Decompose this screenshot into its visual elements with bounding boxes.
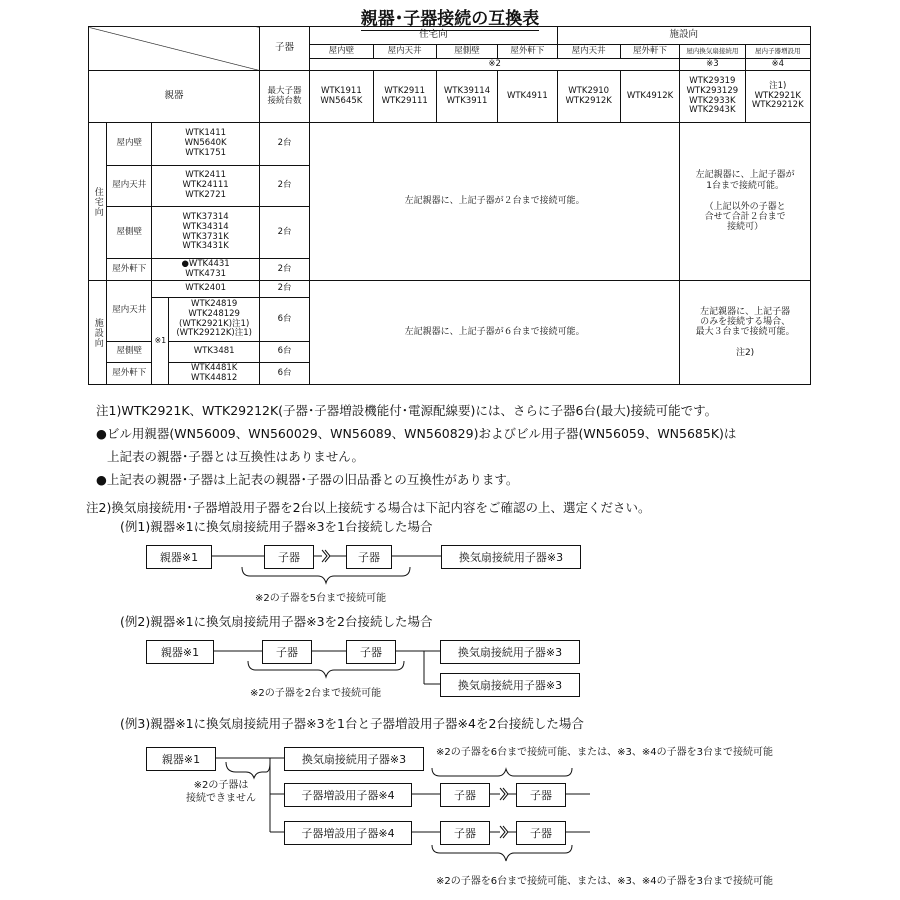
ex3-child-box: 子器 [440,783,490,807]
child-model-cell: WTK39114 WTK3911 [436,71,497,123]
note2-cell: ※2 [310,59,680,71]
row-models: WTK2401 [152,281,260,298]
facility-merge-cell: 左記親器に、上記子器が６台まで接続可能。 [310,281,680,385]
subheader-cell: 屋内天井 [373,45,436,59]
ex2-note: ※2の子器を2台まで接続可能 [250,688,382,699]
group-residential: 住宅向 [89,123,107,281]
facility-right-cell: 左記親器に、上記子器 のみを接続する場合、 最大３台まで接続可能。 注2) [680,281,811,385]
row-max: 2台 [259,281,309,298]
note-line: 上記表の親器･子器とは互換性はありません。 [107,449,365,464]
ex1-parent-box: 親器※1 [146,545,212,569]
example2-title: (例2)親器※1に換気扇接続用子器※3を2台接続した場合 [120,614,433,629]
ex2-fan-box: 換気扇接続用子器※3 [440,640,580,664]
ex1-note: ※2の子器を5台まで接続可能 [255,593,387,604]
page-title: 親器･子器接続の互換表 [360,9,540,29]
row-models: WTK3481 [169,342,259,363]
residential-merge-cell: 左記親器に、上記子器が２台まで接続可能。 [310,123,680,281]
row-category: 屋外軒下 [107,259,152,281]
ex3-child-box: 子器 [516,783,566,807]
group-facility: 施設向 [89,281,107,385]
row-category: 屋内天井 [107,281,152,342]
subheader-cell: 屋内天井 [557,45,620,59]
subheader-cell: 屋外軒下 [620,45,679,59]
child-model-cell: WTK4911 [498,71,557,123]
facility-header: 施設向 [557,27,810,45]
subheader-cell: 屋内子器増設用 [745,45,810,59]
ex3-note-top: ※2の子器を6台まで接続可能、または、※3、※4の子器を3台まで接続可能 [436,747,773,758]
ex1-child-box: 子器 [264,545,314,569]
row-models: WTK1411 WN5640K WTK1751 [152,123,260,166]
note3-cell: ※3 [680,59,745,71]
child-model-cell: WTK29319 WTK293129 WTK2933K WTK2943K [680,71,745,123]
ex3-add-box: 子器増設用子器※4 [284,821,412,845]
ex3-add-box: 子器増設用子器※4 [284,783,412,807]
subheader-cell: 屋外軒下 [498,45,557,59]
child-header: 子器 [259,27,309,71]
ex3-child-box: 子器 [440,821,490,845]
mark1-cell: ※1 [152,298,169,385]
ex3-child-box: 子器 [516,821,566,845]
ex3-note-bottom: ※2の子器を6台まで接続可能、または、※3、※4の子器を3台まで接続可能 [436,876,773,887]
child-model-cell: WTK4912K [620,71,679,123]
parent-label: 親器 [89,71,260,123]
row-models: WTK2411 WTK24111 WTK2721 [152,166,260,207]
ex2-child-box: 子器 [262,640,312,664]
row-max: 6台 [259,342,309,363]
row-max: 2台 [259,259,309,281]
note-line: 注1)WTK2921K、WTK29212K(子器･子器増設機能付･電源配線要)には、さらに子器6台(最大)接続可能です。 [96,403,718,418]
ex2-child-box: 子器 [346,640,396,664]
ex3-parent-box: 親器※1 [146,747,216,771]
row-category: 屋側壁 [107,342,152,363]
row-category: 屋外軒下 [107,363,152,385]
row-max: 2台 [259,166,309,207]
child-model-cell: WTK2911 WTK29111 [373,71,436,123]
residential-header: 住宅向 [310,27,557,45]
child-model-cell: WTK2910 WTK2912K [557,71,620,123]
ex3-cannot-note: ※2の子器は 接続できません [186,780,256,804]
row-models: WTK4481K WTK44812 [169,363,259,385]
subheader-cell: 屋側壁 [436,45,497,59]
row-models: ●WTK4431 WTK4731 [152,259,260,281]
row-max: 2台 [259,123,309,166]
ex1-fan-box: 換気扇接続用子器※3 [441,545,581,569]
row-category: 屋内壁 [107,123,152,166]
row-category: 屋側壁 [107,207,152,259]
row-models: WTK24819 WTK248129 (WTK2921K)注1) (WTK29212K)注1) [169,298,259,342]
row-max: 6台 [259,363,309,385]
ex2-fan-box: 換気扇接続用子器※3 [440,673,580,697]
row-max: 6台 [259,298,309,342]
ex1-child-box: 子器 [346,545,392,569]
note4-cell: ※4 [745,59,810,71]
note-line: ●上記表の親器･子器は上記表の親器･子器の旧品番との互換性があります。 [96,472,519,487]
ex3-fan-box: 換気扇接続用子器※3 [284,747,424,771]
child-model-cell: 注1) WTK2921K WTK29212K [745,71,810,123]
example1-title: (例1)親器※1に換気扇接続用子器※3を1台接続した場合 [120,519,433,534]
subheader-cell: 屋内換気扇接続用 [680,45,745,59]
ex2-parent-box: 親器※1 [146,640,214,664]
row-models: WTK37314 WTK34314 WTK3731K WTK3431K [152,207,260,259]
row-max: 2台 [259,207,309,259]
note-line: 注2)換気扇接続用･子器増設用子器を2台以上接続する場合は下記内容をご確認の上、選定ください。 [86,500,651,515]
row-category: 屋内天井 [107,166,152,207]
subheader-cell: 屋内壁 [310,45,373,59]
note-line: ●ビル用親器(WN56009、WN560029、WN56089、WN560829)およびビル用子器(WN56059、WN5685K)は [96,426,737,441]
child-model-cell: WTK1911 WN5645K [310,71,373,123]
max-label: 最大子器 接続台数 [259,71,309,123]
example3-title: (例3)親器※1に換気扇接続用子器※3を1台と子器増設用子器※4を2台接続した場合 [120,716,584,731]
residential-right-cell: 左記親器に、上記子器が 1台まで接続可能。 （上記以外の子器と 合せて合計２台まで 接続可） [680,123,811,281]
